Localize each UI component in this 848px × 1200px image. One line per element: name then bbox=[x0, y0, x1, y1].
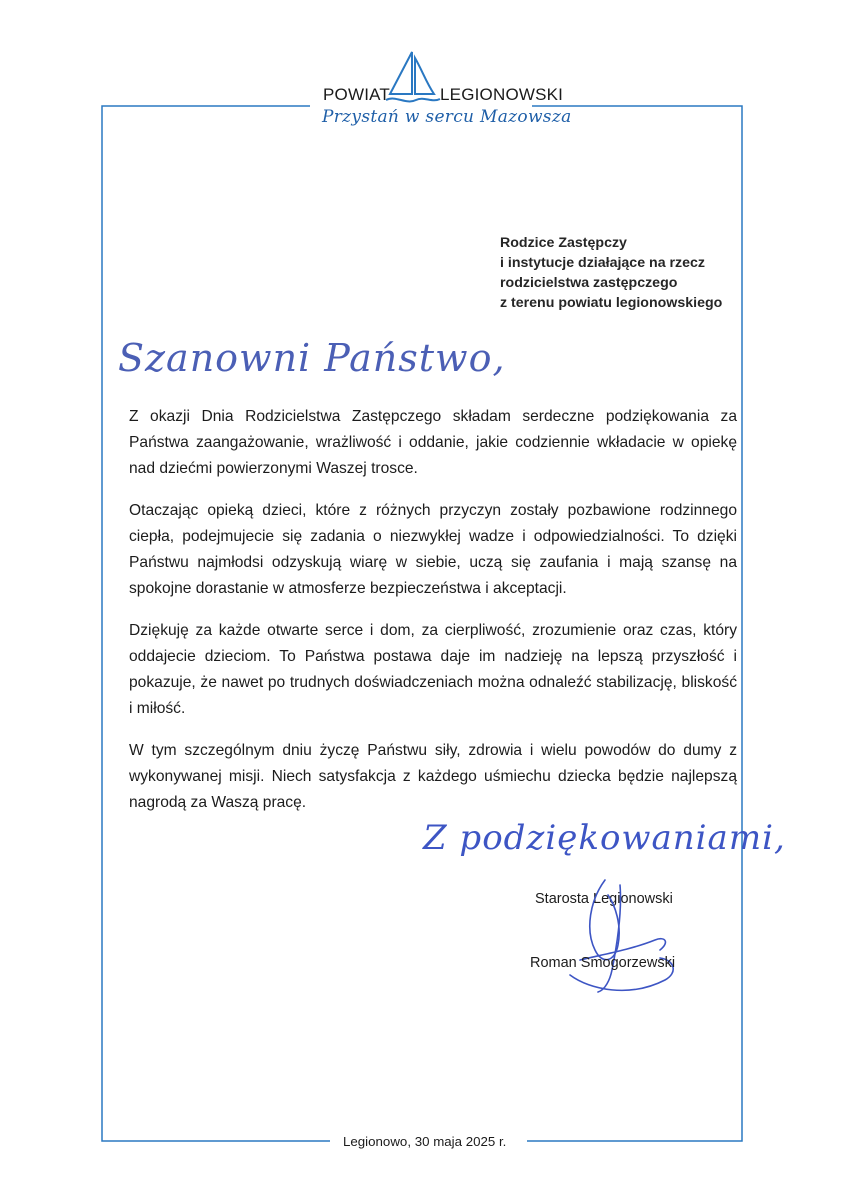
logo-tagline: Przystań w sercu Mazowsza bbox=[322, 107, 572, 127]
body-paragraph: Dziękuję za każde otwarte serce i dom, za cierpliwość, zrozumienie oraz czas, który oddajecie dzieciom. To Państwa postawa daje im nadzieję na lepszą przyszłość i pokazuje, że nawet po trudnych doświadczeniach można odnaleźć stabilizację, bliskość i miłość. bbox=[129, 622, 737, 717]
addressee-line: rodzicielstwa zastępczego bbox=[500, 275, 678, 291]
sailboat-icon bbox=[382, 48, 442, 110]
addressee-line: Rodzice Zastępczy bbox=[500, 235, 627, 251]
signatory-name: Roman Smogorzewski bbox=[530, 955, 676, 971]
handwritten-signature bbox=[560, 870, 680, 1000]
addressee-block bbox=[500, 233, 722, 313]
logo-word-legionowski: LEGIONOWSKI bbox=[440, 85, 564, 104]
handwritten-closing: Z podziękowaniami, bbox=[423, 818, 786, 858]
body-paragraph: Z okazji Dnia Rodzicielstwa Zastępczego składam serdeczne podziękowania za Państwa zaangażowanie, wrażliwość i oddanie, jakie codziennie wkładacie w opiekę nad dziećmi powierzonymi Waszej trosce. bbox=[129, 408, 737, 477]
footer-place-date: Legionowo, 30 maja 2025 r. bbox=[343, 1134, 507, 1149]
addressee-line: z terenu powiatu legionowskiego bbox=[500, 295, 723, 311]
body-paragraph: Otaczając opieką dzieci, które z różnych przyczyn zostały pozbawione rodzinnego ciepła, podejmujecie się zadania o niezwykłej wadze i odpowiedzialności. To dzięki Państwu najmłodsi odzyskują wiarę w siebie, uczą się zaufania i mają szansę na spokojne dorastanie w atmosferze bezpieczeństwa i akceptacji. bbox=[129, 502, 737, 597]
signatory-title: Starosta Legionowski bbox=[535, 891, 673, 907]
handwritten-salutation: Szanowni Państwo, bbox=[118, 336, 506, 380]
body-paragraph: W tym szczególnym dniu życzę Państwu siły, zdrowia i wielu powodów do dumy z wykonywanej misji. Niech satysfakcja z każdego uśmiechu dziecka będzie najlepszą nagrodą za Waszą pracę. bbox=[129, 742, 737, 811]
addressee-line: i instytucje działające na rzecz bbox=[500, 255, 706, 271]
letter-body bbox=[129, 404, 737, 832]
logo-word-powiat: POWIAT bbox=[323, 85, 390, 104]
